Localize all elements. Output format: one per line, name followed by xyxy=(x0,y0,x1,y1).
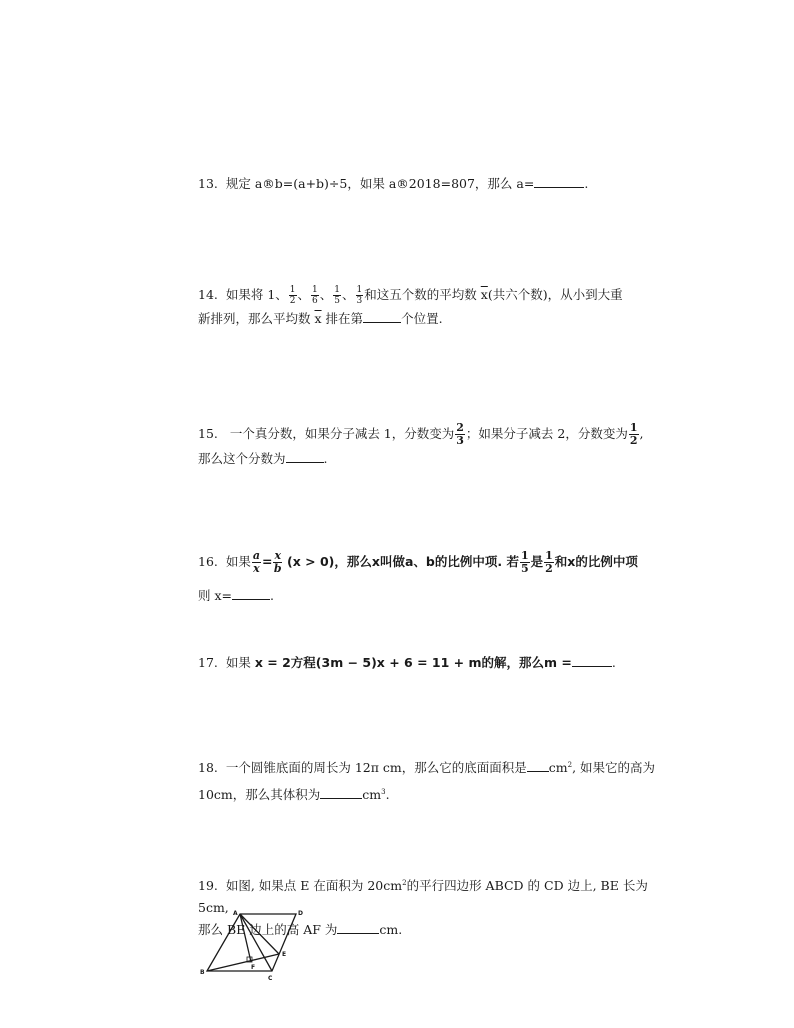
q16-line2: 则 x= xyxy=(198,588,232,603)
q15-end: . xyxy=(323,451,328,466)
q16-number: 16. xyxy=(198,554,218,569)
q18-unit-2: cm xyxy=(362,787,382,803)
q14-pre: 如果将 1、 xyxy=(225,287,288,302)
q14-line2b: 排在第 xyxy=(325,311,364,326)
parallelogram-abcd xyxy=(207,914,296,971)
q16-frac-4: $\frac{1}{2}$ xyxy=(545,549,553,575)
q18-sup-1: 2 xyxy=(567,761,573,769)
q18-line2: 10cm，那么其体积为 xyxy=(198,787,321,803)
q16-answer-blank[interactable] xyxy=(232,585,270,600)
label-c: C xyxy=(268,975,273,982)
q16-frac-1: $\frac{a}{x}$ xyxy=(252,549,260,575)
question-17 xyxy=(198,651,678,675)
q14-frac-4: $\frac{1}{3}$ xyxy=(356,285,363,306)
q14-after: (共六个数)，从小到大重 xyxy=(487,287,623,302)
q18-answer-blank-2[interactable] xyxy=(320,784,362,799)
q18-sup-2: 3 xyxy=(381,788,386,797)
q15-frac-2: $\frac{1}{2}$ xyxy=(629,421,638,447)
segment-be xyxy=(207,954,279,971)
q19-text-b: 的平行四边形 ABCD 的 CD 边上, BE 长为 5cm, xyxy=(198,878,648,916)
q18-number: 18. xyxy=(198,760,218,776)
q19-end: cm. xyxy=(379,922,403,938)
question-15 xyxy=(198,422,678,471)
q17-end: . xyxy=(611,655,616,670)
q16-is: 是 xyxy=(530,554,544,569)
segment-af xyxy=(240,914,251,962)
q15-number: 15. xyxy=(198,426,218,441)
label-f: F xyxy=(251,964,256,971)
q14-sep: 、 xyxy=(297,287,311,302)
q15-text-c: , xyxy=(639,426,644,441)
label-e: E xyxy=(282,951,287,958)
q18-end: . xyxy=(385,787,390,803)
label-d: D xyxy=(298,910,303,917)
question-13 xyxy=(198,172,678,196)
q15-text-a: 一个真分数，如果分子减去 1，分数变为 xyxy=(229,426,455,441)
q14-mid: 和这五个数的平均数 xyxy=(364,287,477,302)
q15-frac-1: $\frac{2}{3}$ xyxy=(456,421,464,447)
q14-frac-2: $\frac{1}{6}$ xyxy=(312,285,318,306)
q17-pre: 如果 xyxy=(225,655,251,670)
q15-answer-blank[interactable] xyxy=(286,448,324,463)
q16-eq: = xyxy=(262,554,273,569)
q14-frac-1: $\frac{1}{2}$ xyxy=(289,285,296,306)
q19-sup: 2 xyxy=(402,879,407,887)
parallelogram-figure xyxy=(196,908,306,984)
q13-end: . xyxy=(584,176,589,191)
q16-frac-3: $\frac{1}{5}$ xyxy=(520,549,529,575)
q14-xbar-2: $\overline{x}$ xyxy=(314,311,322,326)
label-b: B xyxy=(200,969,205,976)
q13-number: 13. xyxy=(198,176,218,191)
q19-answer-blank[interactable] xyxy=(337,919,379,934)
q18-text-a: 一个圆锥底面的周长为 12π cm，那么它的底面面积是 xyxy=(225,760,527,776)
q18-text-c: , 如果它的高为 xyxy=(572,760,656,776)
label-a: A xyxy=(233,910,238,917)
q16-frac-2: $\frac{x}{b}$ xyxy=(273,549,282,575)
q17-number: 17. xyxy=(198,655,218,670)
q14-answer-blank[interactable] xyxy=(363,308,401,323)
q16-cond: (x > 0)，那么x叫做a、b的比例中项. 若 xyxy=(287,554,519,569)
q13-text: 规定 a®b=(a+b)÷5，如果 a®2018=807，那么 a= xyxy=(225,176,535,191)
q16-tail: 和x的比例中项 xyxy=(554,554,638,569)
q18-answer-blank-1[interactable] xyxy=(527,757,549,772)
q14-xbar: $\overline{x}$ xyxy=(480,287,488,302)
q14-number: 14. xyxy=(198,287,218,302)
q19-line2: 那么 BE 边上的高 AF 为 xyxy=(198,922,338,938)
q14-line2a: 新排列，那么平均数 xyxy=(198,311,311,326)
question-18 xyxy=(198,753,678,807)
q15-text-b: ；如果分子减去 2，分数变为 xyxy=(465,426,628,441)
q16-pre: 如果 xyxy=(225,554,251,569)
q15-line2: 那么这个分数为 xyxy=(198,451,286,466)
q14-frac-3: $\frac{1}{5}$ xyxy=(334,285,341,306)
q14-sep: 、 xyxy=(342,287,355,302)
q17-answer-blank[interactable] xyxy=(572,652,612,667)
question-14 xyxy=(198,283,678,331)
question-16 xyxy=(198,548,678,604)
q19-text-a: 如图, 如果点 E 在面积为 20cm xyxy=(225,878,403,894)
q17-equation: x = 2方程(3m − 5)x + 6 = 11 + m的解，那么m = xyxy=(254,655,572,670)
q18-unit-1: cm xyxy=(548,760,568,776)
q13-answer-blank[interactable] xyxy=(534,173,584,188)
q14-line2c: 个位置. xyxy=(401,311,443,326)
q16-end: . xyxy=(270,588,274,603)
q19-number: 19. xyxy=(198,878,218,894)
q14-sep: 、 xyxy=(319,287,333,302)
